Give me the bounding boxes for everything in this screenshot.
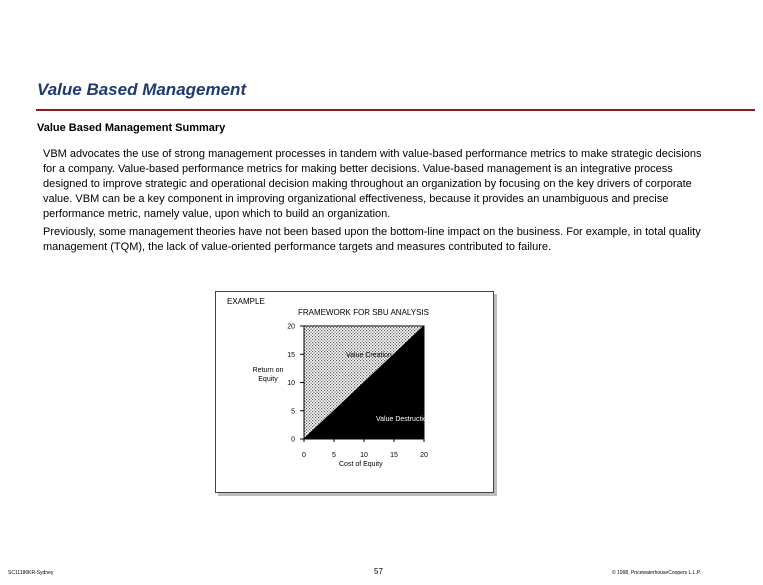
summary-paragraph-2: Previously, some management theories have not been based upon the bottom-line impact on the business. For example, in total quality management (TQM), the lack of value-oriented performance targets and measures contributed to failure.	[43, 226, 701, 253]
value-creation-label: Value Creation	[346, 352, 392, 360]
x-tick-label: 0	[302, 452, 306, 459]
y-tick-label: 5	[291, 408, 295, 416]
example-label: EXAMPLE	[227, 297, 265, 306]
chart-title: FRAMEWORK FOR SBU ANALYSIS	[298, 308, 429, 317]
y-tick-label: 10	[287, 380, 295, 387]
footer-document-code: SC11186KR-Sydney	[8, 570, 54, 576]
page-title: Value Based Management	[37, 80, 247, 99]
page-number: 57	[374, 567, 383, 576]
x-tick-label: 5	[332, 452, 336, 459]
summary-heading: Value Based Management Summary	[37, 122, 226, 134]
chart-x-axis-title: Cost of Equity	[339, 461, 383, 468]
x-tick-label: 15	[390, 452, 398, 459]
y-tick-label: 15	[287, 351, 295, 359]
summary-paragraph-1: VBM advocates the use of strong management processes in tandem with value-based performance metrics to make strategic decisions for a company. Value-based performance metrics for making better decisions. Value-based management is an integrative process designed to improve strategic and operational decision making throughout an organization by focusing on the key drivers of corporate value. VBM can be a key component in improving organizational effectiveness, because it provides an unambiguous and precise performance metric, namely value, upon which to build an organization.	[43, 148, 702, 220]
value-destruction-label: Value Destruction	[376, 416, 431, 424]
footer-copyright: © 1998, PricewaterhouseCoopers L.L.P.	[612, 570, 701, 576]
y-tick-label: 20	[287, 323, 295, 331]
y-tick-label: 0	[291, 436, 295, 444]
x-tick-label: 10	[360, 452, 368, 459]
chart-y-axis-title: Return on Equity	[252, 367, 284, 383]
x-tick-label: 20	[420, 452, 428, 459]
